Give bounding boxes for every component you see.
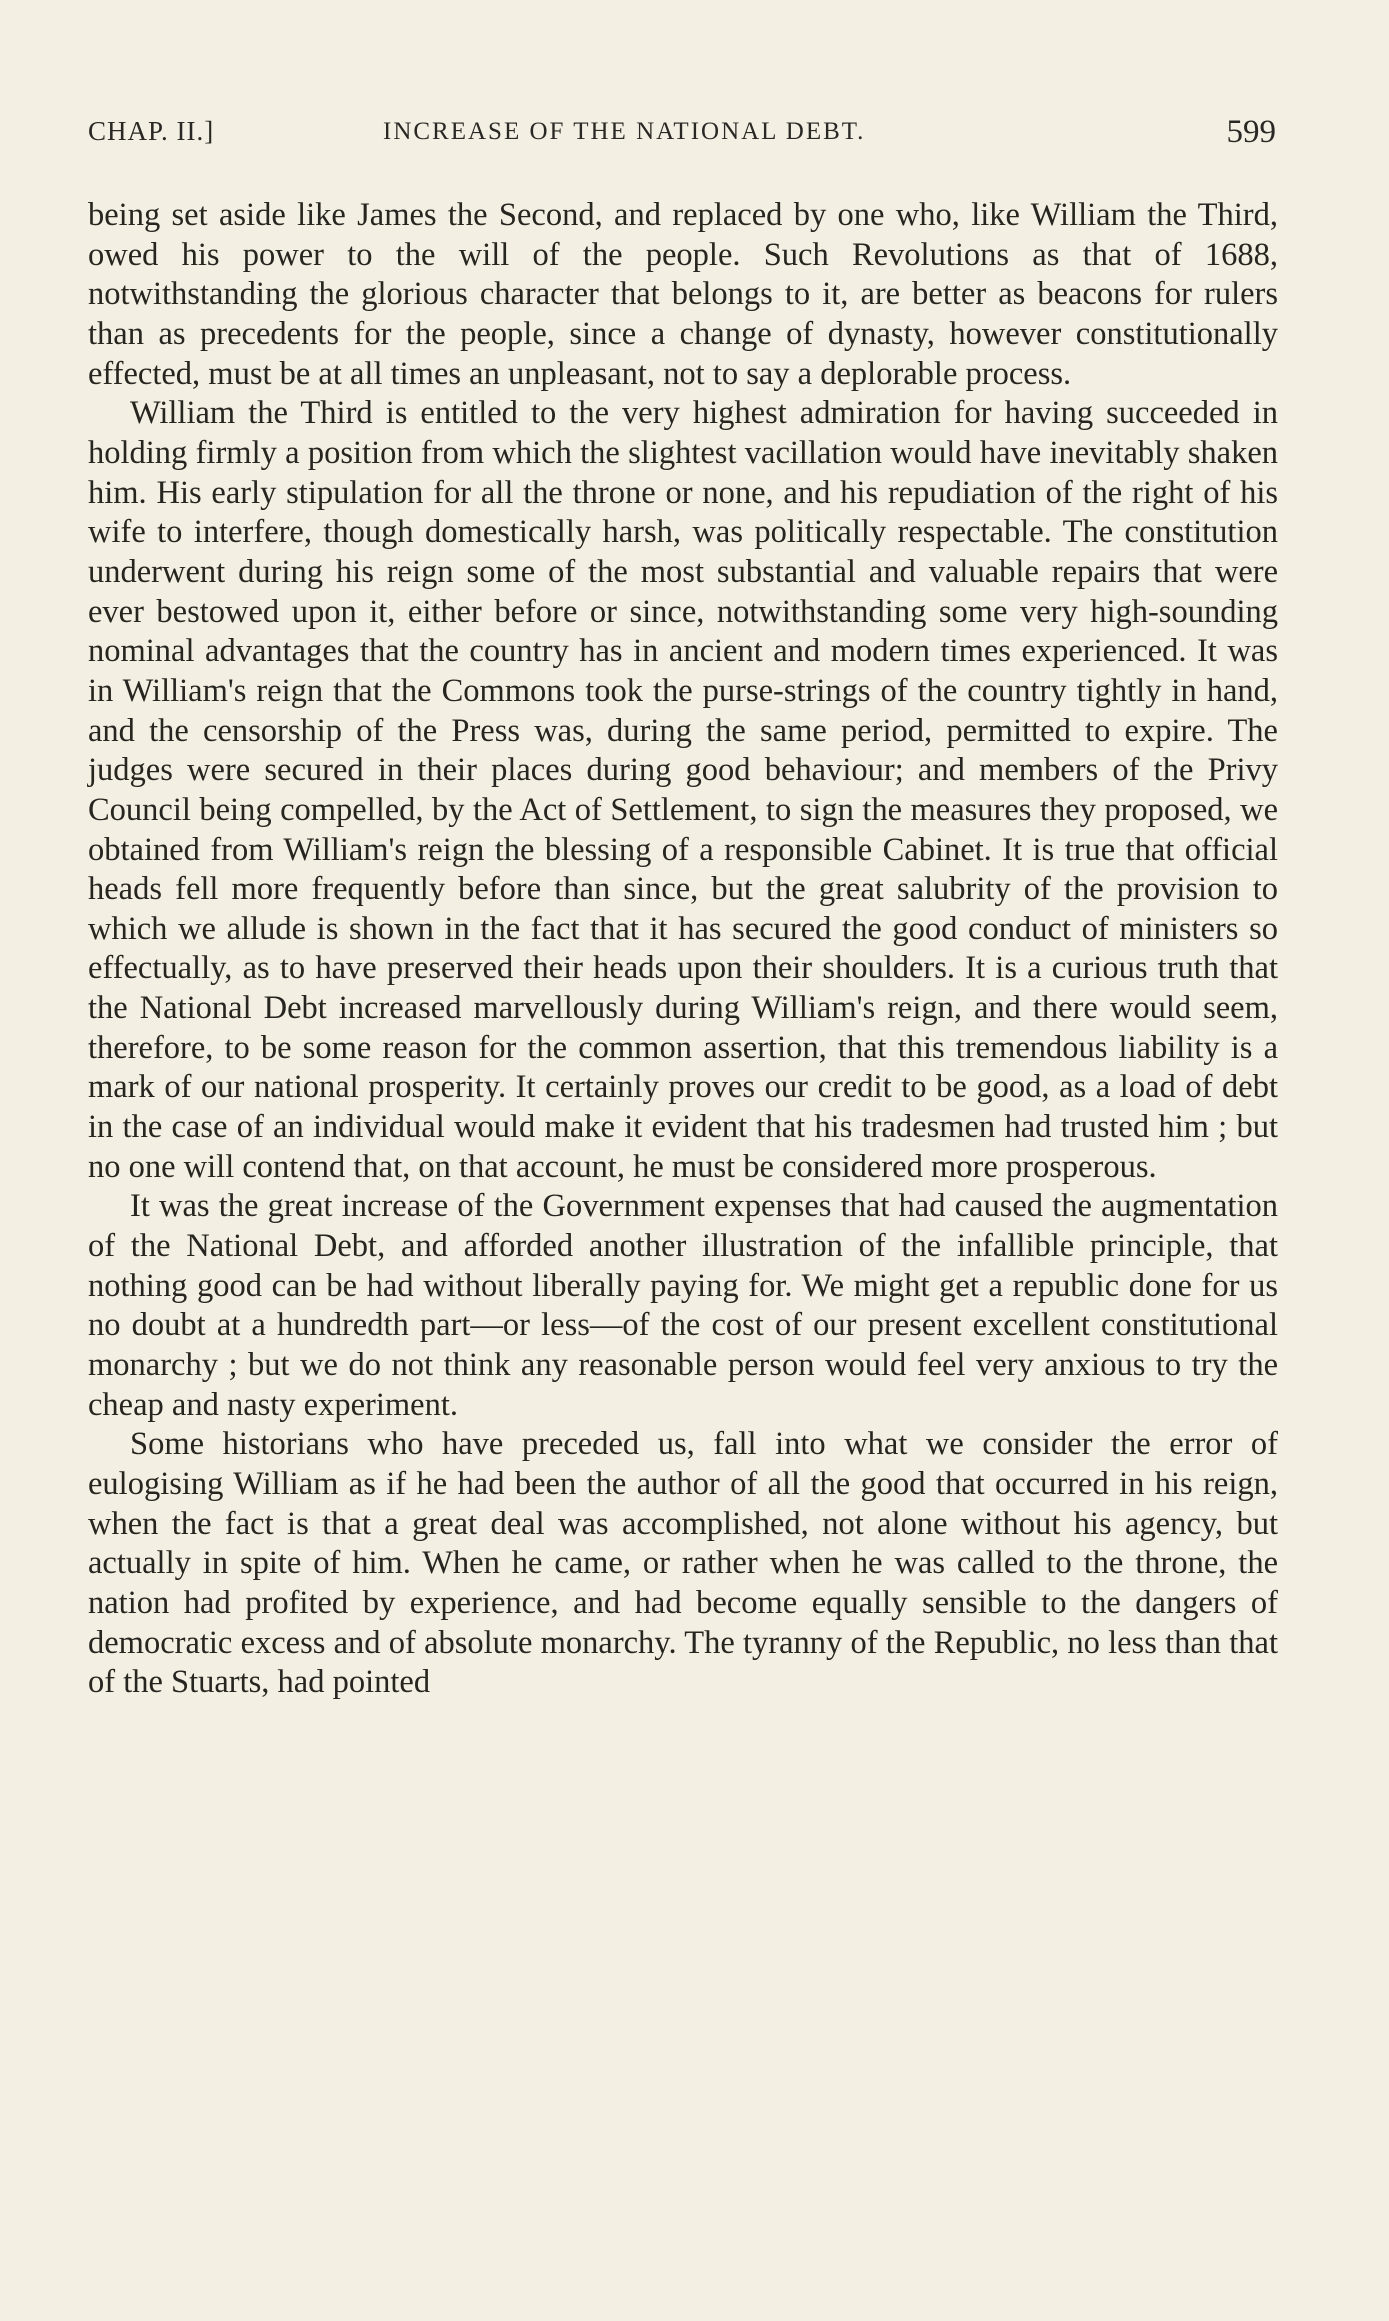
chapter-label: CHAP. II.] xyxy=(88,116,215,146)
running-title: INCREASE OF THE NATIONAL DEBT. xyxy=(383,118,866,145)
running-header xyxy=(88,116,1276,162)
paragraph: William the Third is entitled to the very highest admiration for having succeeded in holding firmly a position from which the slightest vacillation would have inevitably shaken him. His early stipulation for all the throne or none, and his repudiation of the right of his wife to interfere, though domestically harsh, was politically respectable. The constitution underwent during his reign some of the most substantial and valuable repairs that were ever bestowed upon it, either before or since, notwithstanding some very high-sounding nominal advantages that the country has in ancient and modern times experienced. It was in William's reign that the Commons took the purse-strings of the country tightly in hand, and the censorship of the Press was, during the same period, permitted to expire. The judges were secured in their places during good behaviour; and members of the Privy Council being compelled, by the Act of Settlement, to sign the measures they proposed, we obtained from William's reign the blessing of a responsible Cabinet. It is true that official heads fell more frequently before than since, but the great salubrity of the provision to which we allude is shown in the fact that it has secured the good conduct of ministers so effectually, as to have preserved their heads upon their shoulders. It is a curious truth that the National Debt increased marvellously during William's reign, and there would seem, therefore, to be some reason for the common assertion, that this tremendous liability is a mark of our national prosperity. It certainly proves our credit to be good, as a load of debt in the case of an individual would make it evident that his tradesmen had trusted him ; but no one will contend that, on that account, he must be considered more prosperous. xyxy=(88,395,1278,1185)
paragraph: Some historians who have preceded us, fall into what we consider the error of eulogising William as if he had been the author of all the good that occurred in his reign, when the fact is that a great deal was accomplished, not alone without his agency, but actually in spite of him. When he came, or rather when he was called to the throne, the nation had profited by experience, and had become equally sensible to the dangers of democratic excess and of absolute monarchy. The tyranny of the Republic, no less than that of the Stuarts, had pointed xyxy=(88,1426,1278,1701)
paragraph: It was the great increase of the Government expenses that had caused the augmentation of the National Debt, and afforded another illustration of the infallible principle, that nothing good can be had without liberally paying for. We might get a republic done for us no doubt at a hundredth part—or less—of the cost of our present excellent constitutional monarchy ; but we do not think any reasonable person would feel very anxious to try the cheap and nasty experiment. xyxy=(88,1188,1278,1423)
body-text xyxy=(88,196,1278,1703)
page-number: 599 xyxy=(1226,114,1276,150)
paragraph-continued: being set aside like James the Second, and replaced by one who, like William the Third, owed his power to the will of the people. Such Revolutions as that of 1688, notwithstanding the glorious character that belongs to it, are better as beacons for rulers than as precedents for the people, since a change of dynasty, however constitutionally effected, must be at all times an unpleasant, not to say a deplorable process. xyxy=(88,197,1278,392)
